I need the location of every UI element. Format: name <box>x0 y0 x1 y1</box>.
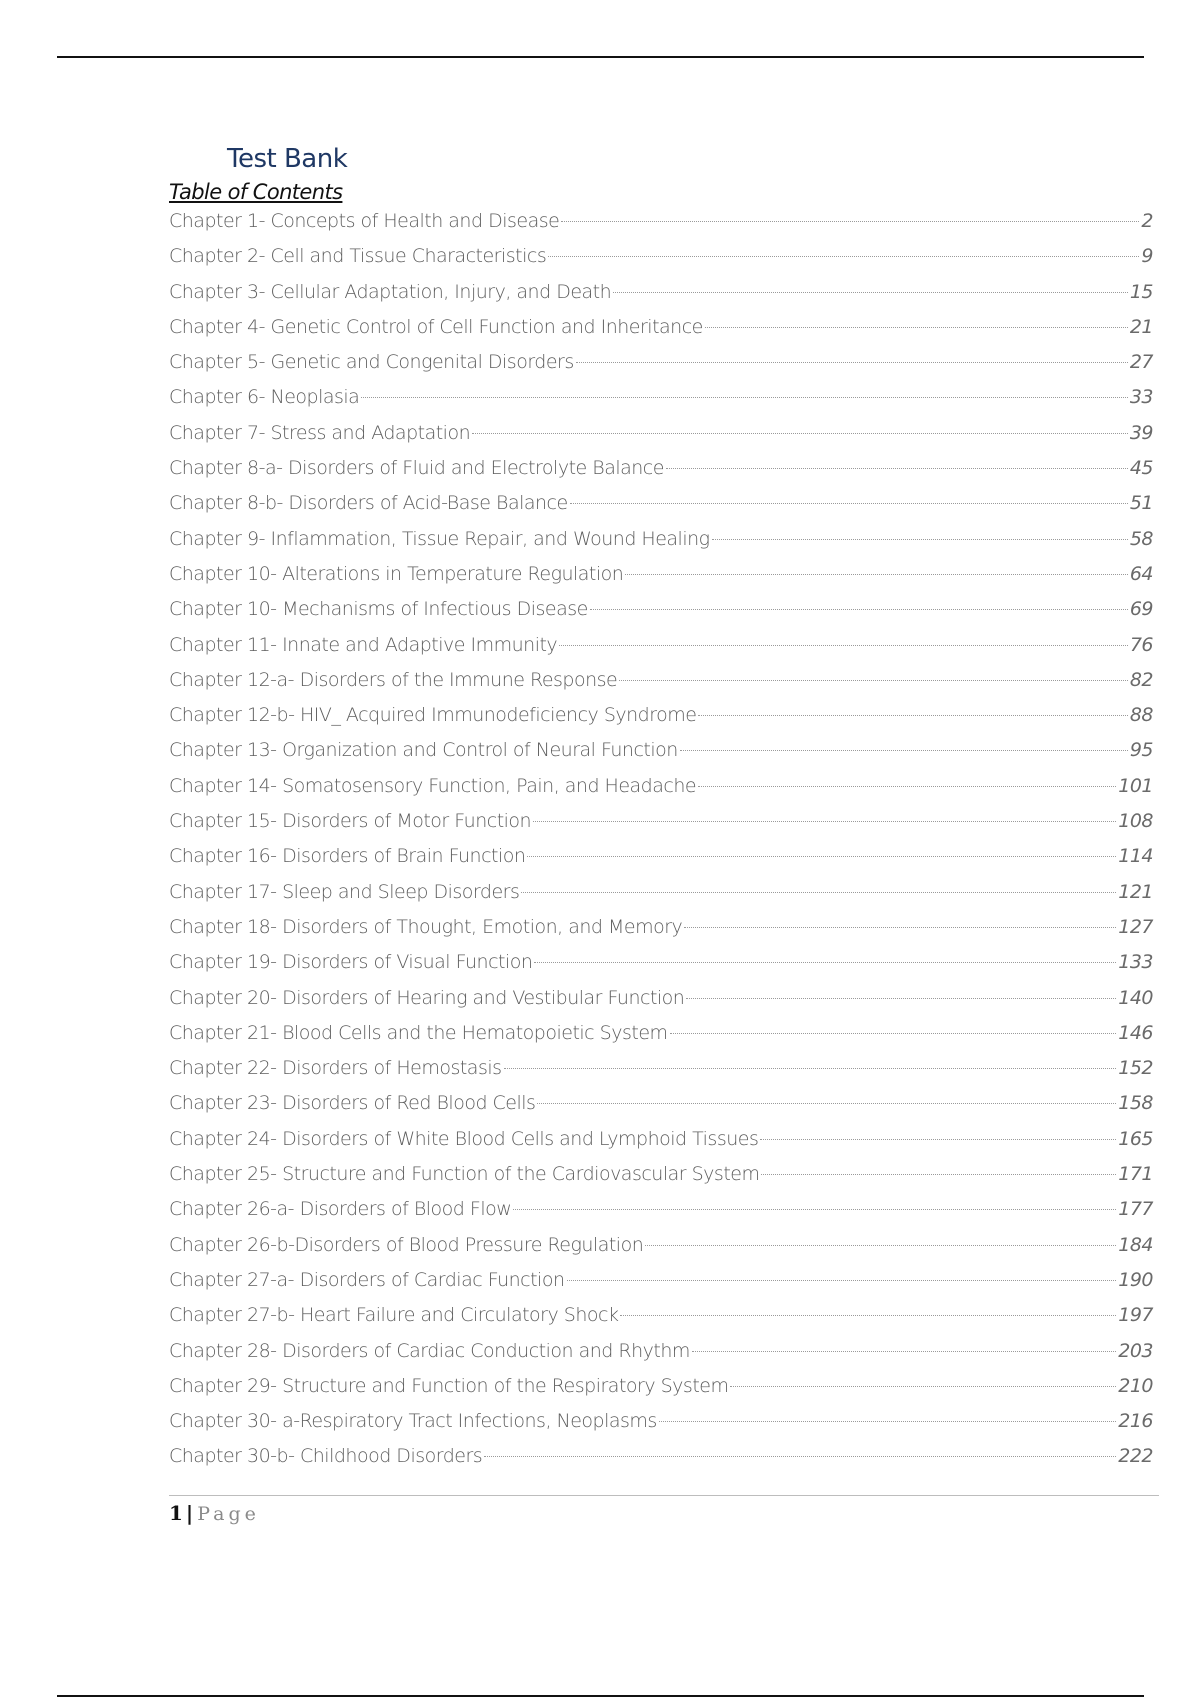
toc-entry-page[interactable]: 108 <box>1118 810 1153 833</box>
toc-dot-leader <box>548 256 1139 257</box>
toc-entry[interactable] <box>169 1334 1153 1369</box>
toc-entry[interactable] <box>169 522 1153 557</box>
toc-entry[interactable] <box>169 1228 1153 1263</box>
toc-entry-title[interactable]: Chapter 26-a- Disorders of Blood Flow <box>169 1198 512 1221</box>
toc-dot-leader <box>625 574 1127 575</box>
toc-entry-title[interactable]: Chapter 24- Disorders of White Blood Cells and Lymphoid Tissues <box>169 1127 759 1150</box>
footer-page-number: 1 <box>169 1501 183 1525</box>
toc-entry-title[interactable]: Chapter 20- Disorders of Hearing and Vestibular Function <box>169 986 685 1009</box>
toc-entry-title[interactable]: Chapter 13- Organization and Control of Neural Function <box>169 739 678 762</box>
toc-entry[interactable] <box>169 239 1153 274</box>
bottom-rule <box>57 1695 1144 1697</box>
toc-entry-page[interactable]: 210 <box>1118 1374 1153 1397</box>
toc-entry-page[interactable]: 33 <box>1129 386 1153 409</box>
toc-entry-page[interactable]: 9 <box>1141 245 1153 268</box>
toc-entry[interactable] <box>169 1404 1153 1439</box>
toc-entry-title[interactable]: Chapter 10- Mechanisms of Infectious Disease <box>169 598 588 621</box>
toc-entry[interactable] <box>169 663 1153 698</box>
toc-entry[interactable] <box>169 804 1153 839</box>
header-rule <box>57 56 1144 58</box>
toc-entry[interactable] <box>169 698 1153 733</box>
toc-entry-title[interactable]: Chapter 12-a- Disorders of the Immune Response <box>169 668 618 691</box>
footer-page-label: Page <box>197 1503 260 1525</box>
toc-entry-title[interactable]: Chapter 4- Genetic Control of Cell Function and Inheritance <box>169 315 703 338</box>
toc-entry-page[interactable]: 177 <box>1118 1198 1153 1221</box>
toc-dot-leader <box>659 1421 1116 1422</box>
toc-entry[interactable] <box>169 945 1153 980</box>
toc-entry-page[interactable]: 21 <box>1129 315 1153 338</box>
toc-entry-page[interactable]: 158 <box>1118 1092 1153 1115</box>
toc-dot-leader <box>730 1386 1116 1387</box>
toc-dot-leader <box>698 786 1116 787</box>
toc-dot-leader <box>760 1139 1116 1140</box>
toc-entry-page[interactable]: 152 <box>1118 1057 1153 1080</box>
toc-entry-title[interactable]: Chapter 27-b- Heart Failure and Circulatory Shock <box>169 1304 619 1327</box>
toc-entry[interactable] <box>169 769 1153 804</box>
toc-entry-page[interactable]: 101 <box>1118 774 1153 797</box>
toc-dot-leader <box>534 962 1116 963</box>
toc-entry-page[interactable]: 133 <box>1118 951 1153 974</box>
toc-entry-page[interactable]: 190 <box>1118 1268 1153 1291</box>
toc-entry-page[interactable]: 203 <box>1118 1339 1153 1362</box>
toc-dot-leader <box>670 1033 1117 1034</box>
footer-rule <box>169 1495 1159 1496</box>
page-footer <box>169 1503 260 1524</box>
toc-entry-title[interactable]: Chapter 30- a-Respiratory Tract Infections, Neoplasms <box>169 1410 657 1433</box>
toc-entry[interactable] <box>169 1263 1153 1298</box>
toc-entry-page[interactable]: 146 <box>1118 1021 1153 1044</box>
toc-dot-leader <box>570 503 1128 504</box>
toc-entry[interactable] <box>169 875 1153 910</box>
toc-dot-leader <box>521 892 1116 893</box>
toc-entry-title[interactable]: Chapter 19- Disorders of Visual Function <box>169 951 533 974</box>
toc-dot-leader <box>533 821 1116 822</box>
toc-dot-leader <box>484 1456 1116 1457</box>
toc-dot-leader <box>513 1209 1116 1210</box>
toc-entry-page[interactable]: 114 <box>1118 845 1153 868</box>
document-title: Test Bank <box>227 144 348 174</box>
toc-entry-page[interactable]: 197 <box>1118 1304 1153 1327</box>
toc-dot-leader <box>645 1245 1116 1246</box>
toc-dot-leader <box>576 362 1128 363</box>
toc-entry-title[interactable]: Chapter 26-b-Disorders of Blood Pressure Regulation <box>169 1233 644 1256</box>
toc-entry-page[interactable]: 2 <box>1141 210 1153 232</box>
toc-entry-title[interactable]: Chapter 9- Inflammation, Tissue Repair, and Wound Healing <box>169 527 710 550</box>
toc-entry-title[interactable]: Chapter 1- Concepts of Health and Disease <box>169 210 560 232</box>
toc-entry-title[interactable]: Chapter 2- Cell and Tissue Characteristics <box>169 245 547 268</box>
toc-dot-leader <box>504 1068 1117 1069</box>
toc-entry-page[interactable]: 69 <box>1129 598 1153 621</box>
toc-entry-page[interactable]: 27 <box>1129 351 1153 374</box>
toc-dot-leader <box>684 927 1116 928</box>
toc-dot-leader <box>527 856 1116 857</box>
toc-entry-title[interactable]: Chapter 27-a- Disorders of Cardiac Function <box>169 1268 565 1291</box>
toc-dot-leader <box>712 539 1128 540</box>
toc-dot-leader <box>361 397 1127 398</box>
toc-entry-page[interactable]: 171 <box>1118 1163 1153 1186</box>
toc-entry[interactable] <box>169 733 1153 768</box>
toc-entry-title[interactable]: Chapter 10- Alterations in Temperature Regulation <box>169 562 624 585</box>
toc-entry-title[interactable]: Chapter 30-b- Childhood Disorders <box>169 1445 483 1468</box>
toc-entry-title[interactable]: Chapter 17- Sleep and Sleep Disorders <box>169 880 520 903</box>
toc-dot-leader <box>692 1351 1116 1352</box>
toc-dot-leader <box>698 715 1127 716</box>
toc-entry[interactable] <box>169 1369 1153 1404</box>
toc-entry-title[interactable]: Chapter 14- Somatosensory Function, Pain, and Headache <box>169 774 697 797</box>
toc-dot-leader <box>567 1280 1117 1281</box>
toc-entry-title[interactable]: Chapter 29- Structure and Function of the Respiratory System <box>169 1374 729 1397</box>
toc-entry-title[interactable]: Chapter 3- Cellular Adaptation, Injury, and Death <box>169 280 612 303</box>
toc-entry-page[interactable]: 15 <box>1129 280 1153 303</box>
toc-entry-page[interactable]: 39 <box>1129 421 1153 444</box>
toc-entry[interactable] <box>169 839 1153 874</box>
toc-entry-page[interactable]: 184 <box>1118 1233 1153 1256</box>
toc-entry-title[interactable]: Chapter 15- Disorders of Motor Function <box>169 810 532 833</box>
toc-entry-title[interactable]: Chapter 12-b- HIV_ Acquired Immunodeficiency Syndrome <box>169 704 697 727</box>
toc-dot-leader <box>666 468 1128 469</box>
toc-entry[interactable] <box>169 310 1153 345</box>
toc-entry[interactable] <box>169 592 1153 627</box>
toc-entry-title[interactable]: Chapter 6- Neoplasia <box>169 386 360 409</box>
toc-dot-leader <box>472 433 1128 434</box>
toc-entry-title[interactable]: Chapter 5- Genetic and Congenital Disorders <box>169 351 574 374</box>
toc-entry[interactable] <box>169 1051 1153 1086</box>
toc-entry-title[interactable]: Chapter 11- Innate and Adaptive Immunity <box>169 633 558 656</box>
footer-separator: | <box>185 1501 194 1525</box>
toc-entry-page[interactable]: 58 <box>1129 527 1153 550</box>
toc-entry[interactable] <box>169 981 1153 1016</box>
table-of-contents <box>169 204 1153 1475</box>
toc-entry-title[interactable]: Chapter 21- Blood Cells and the Hematopoietic System <box>169 1021 668 1044</box>
toc-dot-leader <box>686 998 1116 999</box>
toc-entry-page[interactable]: 140 <box>1118 986 1153 1009</box>
toc-entry-page[interactable]: 64 <box>1129 562 1153 585</box>
toc-entry-title[interactable]: Chapter 8-b- Disorders of Acid-Base Balance <box>169 492 568 515</box>
toc-entry-page[interactable]: 127 <box>1118 915 1153 938</box>
toc-entry[interactable] <box>169 380 1153 415</box>
toc-entry-title[interactable]: Chapter 25- Structure and Function of the Cardiovascular System <box>169 1163 760 1186</box>
toc-entry[interactable] <box>169 1192 1153 1227</box>
toc-entry[interactable] <box>169 416 1153 451</box>
toc-entry[interactable] <box>169 1122 1153 1157</box>
toc-entry-page[interactable]: 216 <box>1118 1410 1153 1433</box>
toc-dot-leader <box>705 327 1128 328</box>
toc-entry-page[interactable]: 51 <box>1129 492 1153 515</box>
toc-entry-title[interactable]: Chapter 23- Disorders of Red Blood Cells <box>169 1092 536 1115</box>
toc-entry-page[interactable]: 222 <box>1118 1445 1153 1468</box>
toc-heading: Table of Contents <box>169 180 343 204</box>
toc-entry-page[interactable]: 88 <box>1129 704 1153 727</box>
toc-entry[interactable] <box>169 1016 1153 1051</box>
toc-entry-page[interactable]: 76 <box>1129 633 1153 656</box>
toc-entry[interactable] <box>169 1439 1153 1474</box>
toc-entry-page[interactable]: 95 <box>1129 739 1153 762</box>
toc-entry-page[interactable]: 165 <box>1118 1127 1153 1150</box>
toc-entry[interactable] <box>169 204 1153 239</box>
toc-entry[interactable] <box>169 451 1153 486</box>
toc-entry[interactable] <box>169 1086 1153 1121</box>
toc-entry-title[interactable]: Chapter 22- Disorders of Hemostasis <box>169 1057 502 1080</box>
toc-entry[interactable] <box>169 1298 1153 1333</box>
toc-entry[interactable] <box>169 628 1153 663</box>
toc-entry-title[interactable]: Chapter 28- Disorders of Cardiac Conduction and Rhythm <box>169 1339 690 1362</box>
toc-entry-page[interactable]: 82 <box>1129 668 1153 691</box>
toc-dot-leader <box>537 1103 1116 1104</box>
toc-dot-leader <box>559 645 1128 646</box>
toc-entry-page[interactable]: 45 <box>1129 457 1153 480</box>
toc-dot-leader <box>590 609 1128 610</box>
toc-entry-title[interactable]: Chapter 7- Stress and Adaptation <box>169 421 471 444</box>
toc-dot-leader <box>561 221 1139 222</box>
toc-entry[interactable] <box>169 345 1153 380</box>
toc-dot-leader <box>680 750 1128 751</box>
toc-entry-title[interactable]: Chapter 16- Disorders of Brain Function <box>169 845 526 868</box>
toc-entry-title[interactable]: Chapter 8-a- Disorders of Fluid and Electrolyte Balance <box>169 457 664 480</box>
toc-entry-title[interactable]: Chapter 18- Disorders of Thought, Emotion, and Memory <box>169 915 683 938</box>
toc-dot-leader <box>620 1315 1116 1316</box>
toc-entry-page[interactable]: 121 <box>1118 880 1153 903</box>
toc-entry[interactable] <box>169 275 1153 310</box>
toc-entry[interactable] <box>169 1157 1153 1192</box>
toc-entry[interactable] <box>169 486 1153 521</box>
toc-dot-leader <box>761 1174 1116 1175</box>
toc-entry[interactable] <box>169 910 1153 945</box>
toc-dot-leader <box>619 680 1128 681</box>
toc-dot-leader <box>613 292 1128 293</box>
toc-entry[interactable] <box>169 557 1153 592</box>
